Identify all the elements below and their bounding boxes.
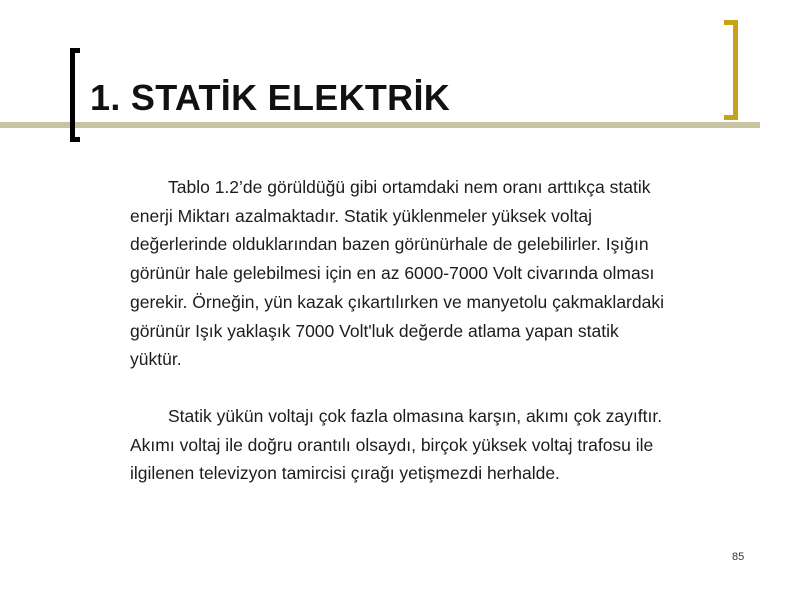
paragraph-line: Akımı voltaj ile doğru orantılı olsaydı, birçok yüksek voltaj trafosu ile [130, 434, 654, 455]
paragraph-line: Tablo 1.2’de görüldüğü gibi ortamdaki nem oranı arttıkça statik [168, 177, 651, 197]
slide-body [130, 173, 770, 488]
page-number: 85 [732, 551, 745, 563]
paragraph-line: gerekir. Örneğin, yün kazak çıkartılırken ve manyetolu çakmaklardaki [130, 291, 664, 312]
right-bracket-decoration [724, 20, 738, 120]
paragraph-line: görünür hale gelebilmesi için en az 6000-7000 Volt civarında olması [130, 263, 655, 284]
paragraph-line: ilgilenen televizyon tamircisi çırağı yetişmezdi herhalde. [130, 463, 560, 484]
slide-title: 1. STATİK ELEKTRİK [90, 77, 451, 118]
paragraph-line: değerlerinde olduklarından bazen görünürhale de gelebilirler. Işığın [130, 234, 649, 255]
title-underline-rule [0, 122, 760, 128]
paragraph-line: yüktür. [130, 349, 182, 370]
left-bracket-decoration [70, 48, 80, 142]
paragraph-1 [130, 173, 770, 374]
paragraph-line: Statik yükün voltajı çok fazla olmasına karşın, akımı çok zayıftır. [168, 405, 663, 426]
paragraph-2 [130, 402, 770, 488]
paragraph-line: görünür Işık yaklaşık 7000 Volt'luk değerde atlama yapan statik [130, 320, 619, 341]
paragraph-line: enerji Miktarı azalmaktadır. Statik yüklenmeler yüksek voltaj [130, 205, 592, 226]
